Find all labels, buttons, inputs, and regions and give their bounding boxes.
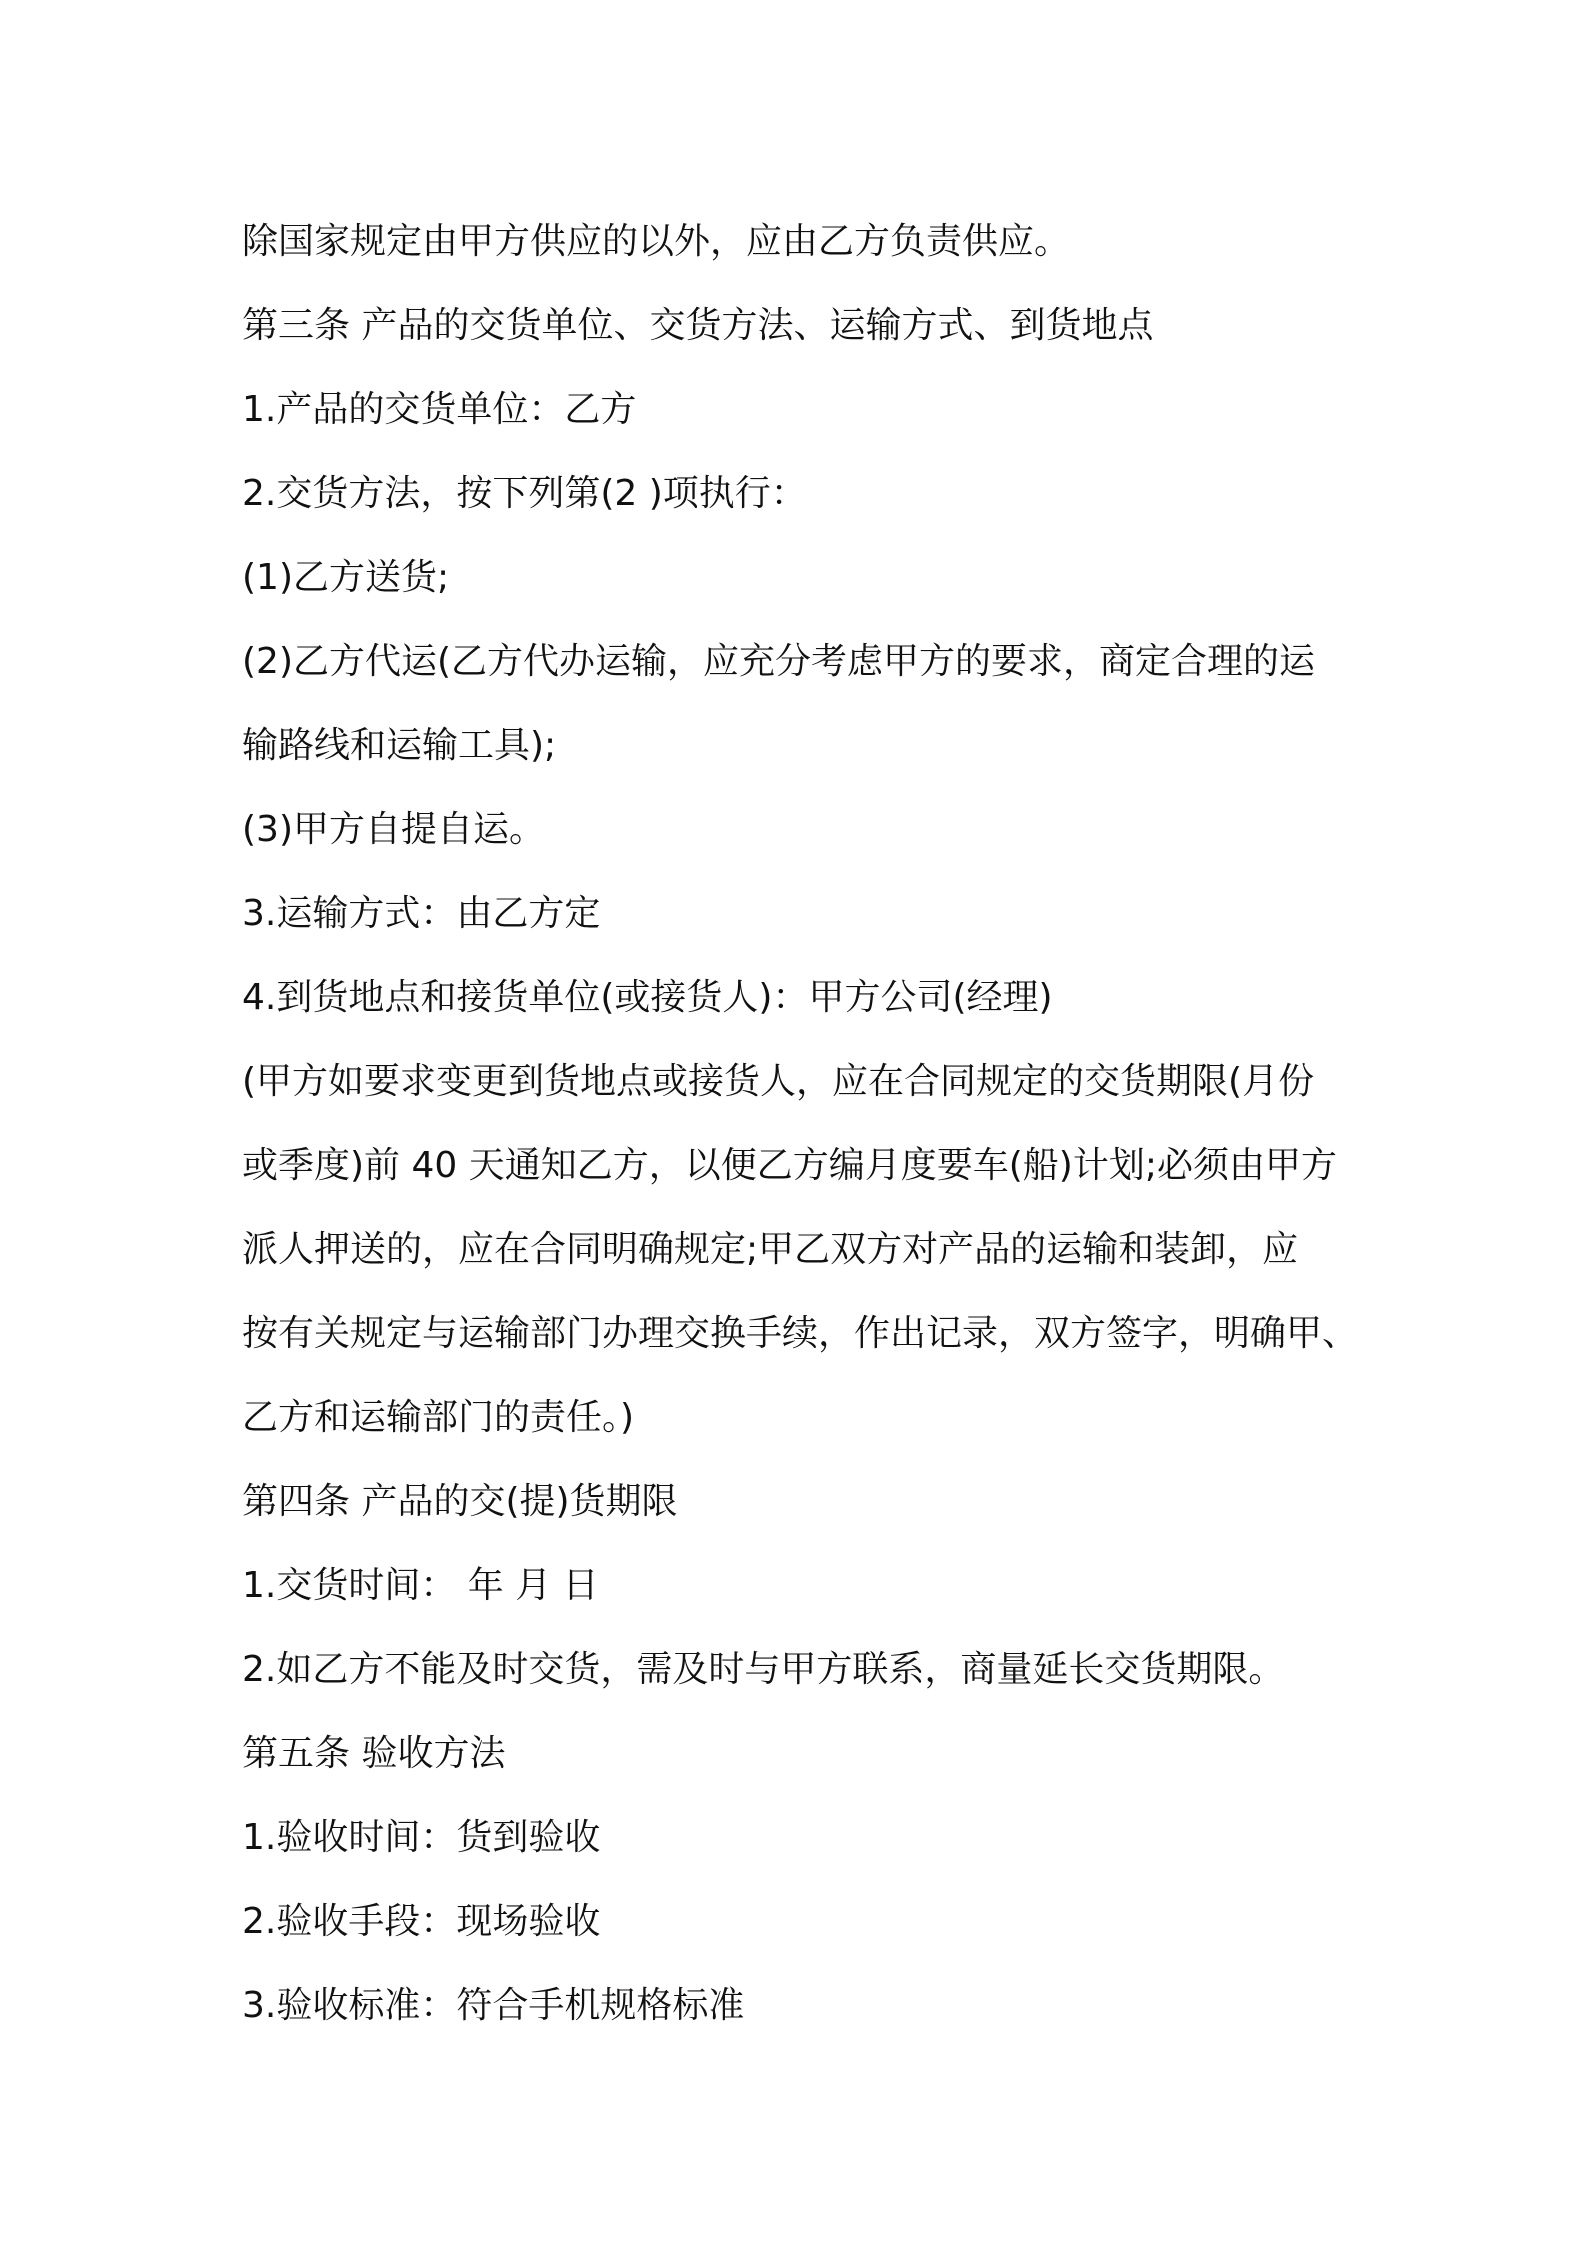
document-line: 2.验收手段：现场验收 bbox=[242, 1901, 601, 1942]
document-line: 1.验收时间：货到验收 bbox=[242, 1817, 601, 1858]
document-line: 4.到货地点和接货单位(或接货人)：甲方公司(经理) bbox=[242, 977, 1053, 1018]
document-body bbox=[242, 200, 1362, 2048]
document-line: (1)乙方送货; bbox=[242, 557, 450, 598]
document-line: 乙方和运输部门的责任。) bbox=[242, 1397, 635, 1438]
section-heading: 第三条 产品的交货单位、交货方法、运输方式、到货地点 bbox=[242, 305, 1154, 346]
document-line: 派人押送的，应在合同明确规定;甲乙双方对产品的运输和装卸，应 bbox=[242, 1229, 1299, 1270]
section-heading: 第四条 产品的交(提)货期限 bbox=[242, 1481, 678, 1522]
document-line: (甲方如要求变更到货地点或接货人，应在合同规定的交货期限(月份 bbox=[242, 1061, 1315, 1102]
document-line: 3.验收标准：符合手机规格标准 bbox=[242, 1985, 745, 2026]
document-line: 3.运输方式：由乙方定 bbox=[242, 893, 601, 934]
document-line: 1.交货时间： 年 月 日 bbox=[242, 1565, 599, 1606]
document-line: 或季度)前 40 天通知乙方，以便乙方编月度要车(船)计划;必须由甲方 bbox=[242, 1145, 1337, 1186]
document-line: 2.如乙方不能及时交货，需及时与甲方联系，商量延长交货期限。 bbox=[242, 1649, 1285, 1690]
document-line: 除国家规定由甲方供应的以外，应由乙方负责供应。 bbox=[242, 221, 1071, 262]
document-line: (2)乙方代运(乙方代办运输，应充分考虑甲方的要求，商定合理的运 bbox=[242, 641, 1316, 682]
document-line: 输路线和运输工具); bbox=[242, 725, 557, 766]
section-heading: 第五条 验收方法 bbox=[242, 1733, 506, 1774]
document-line: 1.产品的交货单位：乙方 bbox=[242, 389, 637, 430]
document-line: 2.交货方法，按下列第(2 )项执行： bbox=[242, 473, 807, 514]
document-line: (3)甲方自提自运。 bbox=[242, 809, 545, 850]
document-line: 按有关规定与运输部门办理交换手续，作出记录，双方签字，明确甲、 bbox=[242, 1313, 1359, 1354]
